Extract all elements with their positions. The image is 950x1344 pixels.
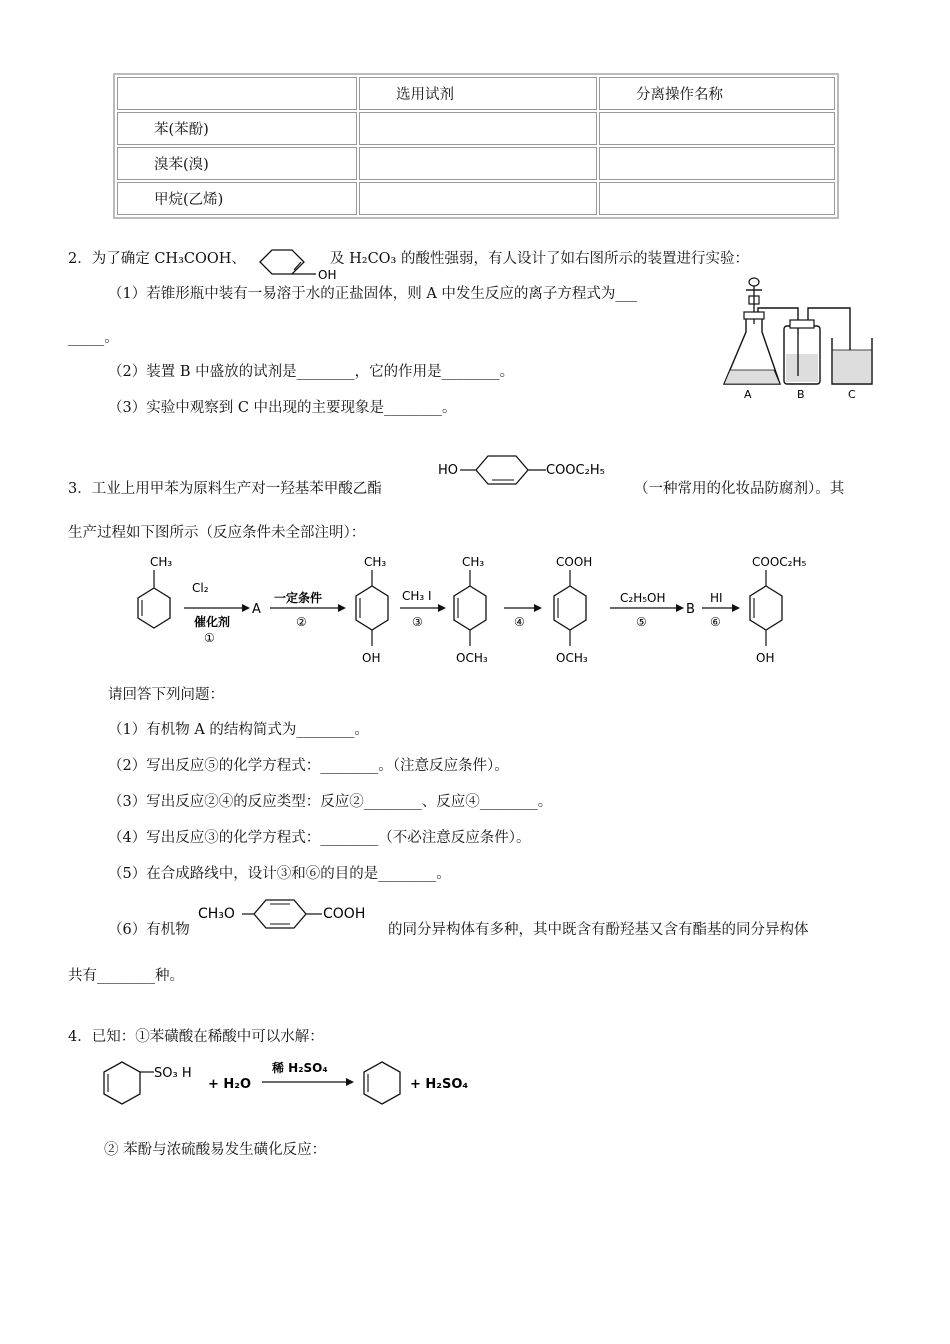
q3-part6-a: （6）有机物 [108, 922, 190, 938]
q2-intro-b: 及 H₂CO₃ 的酸性强弱，有人设计了如右图所示的装置进行实验： [330, 251, 749, 267]
catalyst-label: 催化剂 [194, 615, 231, 629]
q3-ask: 请回答下列问题： [108, 687, 224, 703]
table-row [117, 147, 835, 180]
oh-label-1: OH [362, 651, 381, 665]
q3-part1: （1）有机物 A 的结构简式为________。 [108, 722, 369, 738]
och3-label-2: OCH₃ [556, 651, 588, 665]
dilute-acid-label: 稀 H₂SO₄ [272, 1061, 328, 1075]
condition-label: 一定条件 [274, 591, 323, 605]
q3-part5: （5）在合成路线中，设计③和⑥的目的是________。 [108, 866, 451, 882]
q2-part2: （2）装置 B 中盛放的试剂是________，它的作用是________。 [108, 364, 515, 380]
cooh-label-1: COOH [556, 555, 593, 569]
hi-label: HI [710, 591, 723, 605]
cl2-label: Cl₂ [192, 581, 209, 595]
q3-intro-a: 3．工业上用甲苯为原料生产对一羟基苯甲酸乙酯 [68, 481, 382, 497]
ch3-label-2: CH₃ [364, 555, 387, 569]
oh-label-2: OH [756, 651, 775, 665]
h2so4-label: + H₂SO₄ [410, 1077, 469, 1092]
label-a: A [744, 388, 752, 401]
hydrolysis-equation [96, 1052, 496, 1116]
q4-part2: ② 苯酚与浓硫酸易发生磺化反应： [104, 1142, 327, 1158]
q3-part4: （4）写出反应③的化学方程式：________（不必注意反应条件）。 [108, 830, 531, 846]
ch3-label: CH₃ [150, 555, 173, 569]
table-row [117, 112, 835, 145]
step-2: ② [296, 615, 307, 629]
table-header-cell: 分离操作名称 [599, 77, 835, 110]
target-molecule [436, 446, 636, 496]
apparatus-diagram [716, 274, 876, 404]
ho-label: HO [438, 463, 459, 478]
cooc2h5-label: COOC₂H₅ [546, 463, 605, 478]
och3-label-1: OCH₃ [456, 651, 488, 665]
q3-part6-c: 共有________种。 [68, 968, 184, 984]
q3-part2: （2）写出反应⑤的化学方程式：________。（注意反应条件）。 [108, 758, 509, 774]
h2o-label: + H₂O [208, 1077, 252, 1092]
table-cell: 溴苯(溴) [117, 147, 357, 180]
intermediate-b: B [686, 602, 695, 617]
cooh-label-2: COOH [323, 906, 366, 922]
table-cell: 甲烷(乙烯) [117, 182, 357, 215]
ch3-label-3: CH₃ [462, 555, 485, 569]
cooc2h5-label-2: COOC₂H₅ [752, 555, 807, 569]
methoxybenzoic-acid-structure [196, 890, 390, 942]
ch3o-label: CH₃O [198, 906, 235, 922]
intermediate-a: A [252, 602, 261, 617]
separation-table [113, 73, 839, 219]
step-6: ⑥ [710, 615, 721, 629]
q3-part6-b: 的同分异构体有多种，其中既含有酚羟基又含有酯基的同分异构体 [388, 922, 809, 938]
step-4: ④ [514, 615, 525, 629]
table-cell [599, 182, 835, 215]
q3-intro-b: （一种常用的化妆品防腐剂）。其 [634, 481, 845, 497]
step-1: ① [204, 631, 215, 645]
oh-label: OH [318, 268, 337, 282]
q3-intro-c: 生产过程如下图所示（反应条件未全部注明）： [68, 525, 366, 541]
table-cell [599, 112, 835, 145]
table-cell [599, 147, 835, 180]
table-header-cell [117, 77, 357, 110]
q2-part3: （3）实验中观察到 C 中出现的主要现象是________。 [108, 400, 457, 416]
step-5: ⑤ [636, 615, 647, 629]
synthesis-scheme [120, 552, 840, 672]
step-3: ③ [412, 615, 423, 629]
ch3i-label: CH₃ I [402, 589, 432, 603]
label-b: B [797, 388, 805, 401]
table-header-row [117, 77, 835, 110]
table-row [117, 182, 835, 215]
table-cell [359, 182, 597, 215]
so3h-label: SO₃ H [154, 1066, 192, 1081]
q3-part3: （3）写出反应②④的反应类型：反应②________、反应④________。 [108, 794, 553, 810]
table-cell: 苯(苯酚) [117, 112, 357, 145]
table-cell [359, 112, 597, 145]
c2h5oh-label: C₂H₅OH [620, 591, 666, 605]
table-cell [359, 147, 597, 180]
q4-intro: 4．已知：①苯磺酸在稀酸中可以水解： [68, 1029, 324, 1045]
table-header-cell: 选用试剂 [359, 77, 597, 110]
q2-intro-a: 2．为了确定 CH₃COOH、 [68, 251, 246, 267]
q2-part1: （1）若锥形瓶中装有一易溶于水的正盐固体，则 A 中发生反应的离子方程式为___ [108, 286, 638, 302]
label-c: C [848, 388, 856, 401]
q2-part1-cont: _____。 [68, 330, 119, 346]
